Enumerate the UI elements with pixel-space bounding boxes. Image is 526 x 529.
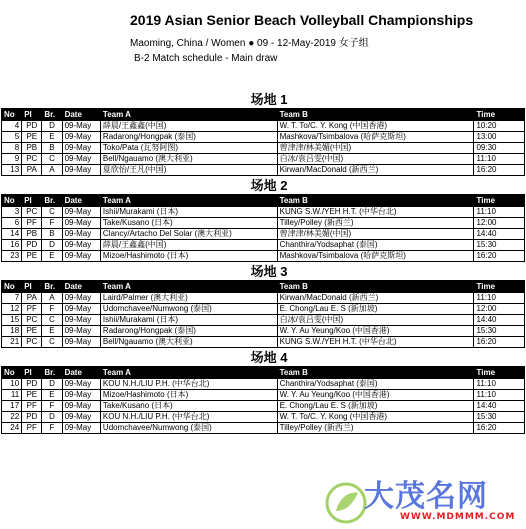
match-time: 10:20: [474, 121, 525, 132]
match-date: 09-May: [62, 218, 100, 229]
team-a: Toko/Pata (瓦努阿图): [100, 143, 277, 154]
bracket: C: [42, 154, 62, 165]
match-date: 09-May: [62, 121, 100, 132]
pool: PD: [22, 240, 42, 251]
match-no: 4: [2, 121, 22, 132]
table-header-row: [2, 109, 525, 121]
team-a: Take/Kusano (日本): [100, 218, 277, 229]
bracket: E: [42, 251, 62, 262]
col-team-b-header: Team B: [277, 367, 474, 379]
team-b: W. T. To/C. Y. Kong (中国香港): [277, 412, 474, 423]
match-time: 13:00: [474, 132, 525, 143]
bracket: E: [42, 132, 62, 143]
team-b: Tilley/Polley (新西兰): [277, 218, 474, 229]
bracket: D: [42, 412, 62, 423]
match-no: 11: [2, 390, 22, 401]
match-no: 8: [2, 143, 22, 154]
team-b: 曾津津/林美媚(中国): [277, 229, 474, 240]
match-date: 09-May: [62, 379, 100, 390]
col-pl-header: Pl: [22, 195, 42, 207]
match-date: 09-May: [62, 132, 100, 143]
venue-section: [0, 264, 526, 348]
team-b: Mashkova/Tsimbalova (哈萨克斯坦): [277, 251, 474, 262]
bracket: D: [42, 121, 62, 132]
match-no: 23: [2, 251, 22, 262]
match-no: 13: [2, 165, 22, 176]
match-no: 10: [2, 379, 22, 390]
table-header-row: [2, 367, 525, 379]
schedule-table: [1, 280, 525, 348]
col-pl-header: Pl: [22, 109, 42, 121]
table-row: [2, 293, 525, 304]
match-time: 11:10: [474, 379, 525, 390]
table-row: [2, 304, 525, 315]
team-b: W. Y. Au Yeung/Koo (中国香港): [277, 390, 474, 401]
match-no: 9: [2, 154, 22, 165]
match-date: 09-May: [62, 293, 100, 304]
col-team-a-header: Team A: [100, 195, 277, 207]
leaf-logo-icon: [324, 481, 368, 525]
match-no: 22: [2, 412, 22, 423]
table-header-row: [2, 195, 525, 207]
bracket: B: [42, 229, 62, 240]
match-time: 15:30: [474, 240, 525, 251]
table-row: [2, 379, 525, 390]
schedule-table: [1, 366, 525, 434]
match-time: 16:20: [474, 165, 525, 176]
match-time: 12:00: [474, 218, 525, 229]
match-time: 15:30: [474, 412, 525, 423]
pool: PF: [22, 423, 42, 434]
document-header: [130, 12, 510, 65]
table-row: [2, 132, 525, 143]
pool: PE: [22, 132, 42, 143]
match-date: 09-May: [62, 326, 100, 337]
bracket: F: [42, 304, 62, 315]
venue-section: [0, 92, 526, 176]
bracket: C: [42, 337, 62, 348]
team-b: Kirwan/MacDonald (新西兰): [277, 165, 474, 176]
col-team-b-header: Team B: [277, 281, 474, 293]
table-row: [2, 240, 525, 251]
match-time: 12:00: [474, 304, 525, 315]
match-time: 09:30: [474, 143, 525, 154]
match-date: 09-May: [62, 229, 100, 240]
team-a: 薛晨/王鑫鑫(中国): [100, 121, 277, 132]
team-b: Tilley/Polley (新西兰): [277, 423, 474, 434]
match-date: 09-May: [62, 423, 100, 434]
pool: PF: [22, 218, 42, 229]
match-no: 12: [2, 304, 22, 315]
match-time: 14:40: [474, 229, 525, 240]
bracket: F: [42, 218, 62, 229]
table-header-row: [2, 281, 525, 293]
col-no-header: No: [2, 281, 22, 293]
col-no-header: No: [2, 109, 22, 121]
event-location-date: Maoming, China / Women ● 09 - 12-May-2019 女子组: [130, 38, 369, 49]
match-time: 16:20: [474, 251, 525, 262]
match-no: 21: [2, 337, 22, 348]
table-row: [2, 423, 525, 434]
col-team-a-header: Team A: [100, 109, 277, 121]
team-a: Mizoe/Hashimoto (日本): [100, 390, 277, 401]
team-a: 薛晨/王鑫鑫(中国): [100, 240, 277, 251]
schedule-label: B-2 Match schedule - Main draw: [134, 53, 278, 64]
pool: PA: [22, 165, 42, 176]
match-time: 16:20: [474, 337, 525, 348]
match-time: 11:10: [474, 154, 525, 165]
team-b: 曾津津/林美媚(中国): [277, 143, 474, 154]
match-date: 09-May: [62, 165, 100, 176]
match-no: 24: [2, 423, 22, 434]
team-a: KOU N.H./LIU P.H. (中华台北): [100, 379, 277, 390]
document-title: 2019 Asian Senior Beach Volleyball Championships: [130, 12, 474, 28]
team-a: 夏欣怡/王凡(中国): [100, 165, 277, 176]
pool: PB: [22, 143, 42, 154]
bracket: A: [42, 293, 62, 304]
match-no: 17: [2, 401, 22, 412]
match-date: 09-May: [62, 304, 100, 315]
team-b: KUNG S.W./YEH H.T. (中华台北): [277, 207, 474, 218]
col-br-header: Br.: [42, 281, 62, 293]
match-time: 16:20: [474, 423, 525, 434]
col-team-a-header: Team A: [100, 367, 277, 379]
bracket: F: [42, 401, 62, 412]
match-time: 11:10: [474, 207, 525, 218]
match-no: 16: [2, 240, 22, 251]
schedule-table: [1, 108, 525, 176]
table-row: [2, 121, 525, 132]
col-br-header: Br.: [42, 195, 62, 207]
match-date: 09-May: [62, 154, 100, 165]
table-row: [2, 229, 525, 240]
match-no: 6: [2, 218, 22, 229]
team-a: Bell/Ngauamo (澳大利亚): [100, 154, 277, 165]
col-br-header: Br.: [42, 367, 62, 379]
pool: PB: [22, 229, 42, 240]
venue-section: [0, 350, 526, 434]
team-a: Bell/Ngauamo (澳大利亚): [100, 337, 277, 348]
venue-heading: 场地 1: [250, 92, 288, 107]
site-watermark: [324, 481, 524, 525]
pool: PF: [22, 401, 42, 412]
table-row: [2, 154, 525, 165]
team-b: 白冰/袁吕雯(中国): [277, 154, 474, 165]
bracket: E: [42, 326, 62, 337]
bracket: C: [42, 207, 62, 218]
match-no: 3: [2, 207, 22, 218]
match-no: 5: [2, 132, 22, 143]
table-row: [2, 390, 525, 401]
match-no: 14: [2, 229, 22, 240]
match-date: 09-May: [62, 240, 100, 251]
team-a: Radarong/Hongpak (泰国): [100, 132, 277, 143]
match-date: 09-May: [62, 412, 100, 423]
pool: PA: [22, 293, 42, 304]
col-team-b-header: Team B: [277, 195, 474, 207]
pool: PD: [22, 379, 42, 390]
team-a: Ishii/Murakami (日本): [100, 315, 277, 326]
watermark-text: 大茂名网: [364, 479, 488, 514]
pool: PE: [22, 326, 42, 337]
col-time-header: Time: [474, 109, 525, 121]
team-a: Take/Kusano (日本): [100, 401, 277, 412]
team-b: E. Chong/Lau E. S (新加坡): [277, 401, 474, 412]
team-a: Udomchavee/Numwong (泰国): [100, 423, 277, 434]
match-time: 11:10: [474, 390, 525, 401]
pool: PD: [22, 121, 42, 132]
team-a: Clancy/Artacho Del Solar (澳大利亚): [100, 229, 277, 240]
team-b: Mashkova/Tsimbalova (哈萨克斯坦): [277, 132, 474, 143]
team-a: KOU N.H./LIU P.H. (中华台北): [100, 412, 277, 423]
match-no: 15: [2, 315, 22, 326]
match-no: 7: [2, 293, 22, 304]
match-date: 09-May: [62, 251, 100, 262]
watermark-url: WWW.MDMMM.COM: [400, 512, 516, 522]
table-row: [2, 412, 525, 423]
match-time: 14:40: [474, 315, 525, 326]
team-b: KUNG S.W./YEH H.T. (中华台北): [277, 337, 474, 348]
bracket: B: [42, 143, 62, 154]
table-row: [2, 251, 525, 262]
match-time: 11:10: [474, 293, 525, 304]
team-a: Ishii/Murakami (日本): [100, 207, 277, 218]
col-no-header: No: [2, 195, 22, 207]
col-date-header: Date: [62, 281, 100, 293]
venue-heading: 场地 4: [250, 350, 288, 365]
col-date-header: Date: [62, 367, 100, 379]
match-date: 09-May: [62, 401, 100, 412]
match-date: 09-May: [62, 390, 100, 401]
table-row: [2, 207, 525, 218]
pool: PE: [22, 251, 42, 262]
team-a: Laird/Palmer (澳大利亚): [100, 293, 277, 304]
table-row: [2, 315, 525, 326]
pool: PD: [22, 412, 42, 423]
team-b: 白冰/袁吕雯(中国): [277, 315, 474, 326]
match-date: 09-May: [62, 143, 100, 154]
col-team-a-header: Team A: [100, 281, 277, 293]
col-br-header: Br.: [42, 109, 62, 121]
table-row: [2, 337, 525, 348]
pool: PC: [22, 315, 42, 326]
col-team-b-header: Team B: [277, 109, 474, 121]
venue-sections: [0, 92, 526, 436]
col-no-header: No: [2, 367, 22, 379]
col-pl-header: Pl: [22, 281, 42, 293]
col-pl-header: Pl: [22, 367, 42, 379]
team-b: W. T. To/C. Y. Kong (中国香港): [277, 121, 474, 132]
team-a: Radarong/Hongpak (泰国): [100, 326, 277, 337]
table-row: [2, 165, 525, 176]
table-row: [2, 143, 525, 154]
col-date-header: Date: [62, 195, 100, 207]
team-b: E. Chong/Lau E. S (新加坡): [277, 304, 474, 315]
match-date: 09-May: [62, 315, 100, 326]
col-time-header: Time: [474, 195, 525, 207]
bracket: F: [42, 423, 62, 434]
pool: PC: [22, 337, 42, 348]
venue-heading: 场地 2: [250, 178, 288, 193]
venue-heading: 场地 3: [250, 264, 288, 279]
bracket: A: [42, 165, 62, 176]
col-date-header: Date: [62, 109, 100, 121]
bracket: C: [42, 315, 62, 326]
pool: PE: [22, 390, 42, 401]
pool: PC: [22, 207, 42, 218]
team-a: Udomchavee/Numwong (泰国): [100, 304, 277, 315]
match-no: 18: [2, 326, 22, 337]
bracket: E: [42, 390, 62, 401]
bracket: D: [42, 379, 62, 390]
match-time: 14:40: [474, 401, 525, 412]
pool: PC: [22, 154, 42, 165]
schedule-table: [1, 194, 525, 262]
match-time: 15:30: [474, 326, 525, 337]
bracket: D: [42, 240, 62, 251]
team-b: Chanthira/Yodsaphat (泰国): [277, 240, 474, 251]
col-time-header: Time: [474, 281, 525, 293]
team-a: Mizoe/Hashimoto (日本): [100, 251, 277, 262]
match-date: 09-May: [62, 337, 100, 348]
table-row: [2, 326, 525, 337]
table-row: [2, 401, 525, 412]
pool: PF: [22, 304, 42, 315]
col-time-header: Time: [474, 367, 525, 379]
team-b: Chanthira/Yodsaphat (泰国): [277, 379, 474, 390]
table-row: [2, 218, 525, 229]
match-date: 09-May: [62, 207, 100, 218]
team-b: Kirwan/MacDonald (新西兰): [277, 293, 474, 304]
team-b: W. Y. Au Yeung/Koo (中国香港): [277, 326, 474, 337]
venue-section: [0, 178, 526, 262]
